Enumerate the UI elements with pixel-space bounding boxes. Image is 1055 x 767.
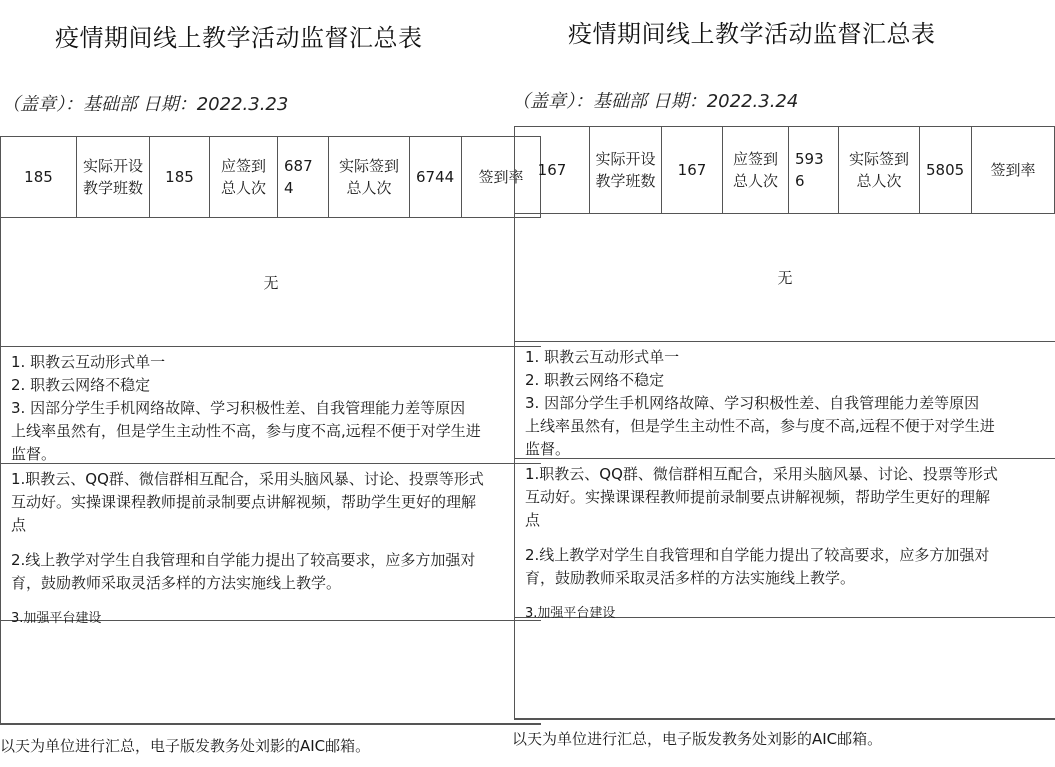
problem-line: 2. 职教云网络不稳定 — [525, 371, 665, 389]
measure-line: 互动好。实操课课程教师提前录制要点讲解视频，帮助学生更好的理解 — [525, 488, 991, 506]
footnote: 以天为单位进行汇总，电子版发教务处刘影的AIC邮箱。 — [512, 730, 883, 748]
problem-line: 监督。 — [525, 440, 571, 458]
measures-box — [1, 464, 541, 626]
problem-line: 1. 职教云互动形式单一 — [11, 353, 166, 371]
actual-signin-count: 6744 — [410, 137, 462, 217]
none-text: 无 — [263, 273, 279, 292]
right-sheet-photo — [512, 0, 1036, 767]
measure-line: 1.职教云、QQ群、微信群相互配合，采用头脑风暴、讨论、投票等形式 — [11, 470, 484, 488]
expected-signin-count: 5936 — [789, 127, 839, 213]
expected-signin-label: 应签到总人次 — [723, 127, 789, 213]
summary-table — [0, 136, 541, 725]
measures-box — [515, 459, 1055, 621]
problem-line: 2. 职教云网络不稳定 — [11, 376, 151, 394]
actual-class-count: 167 — [662, 127, 723, 213]
measure-line: 点 — [11, 516, 27, 534]
measure-line: 3.加强平台建设 — [525, 606, 616, 621]
measure-line: 点 — [525, 511, 541, 529]
sheet-title: 疫情期间线上教学活动监督汇总表 — [568, 20, 936, 48]
footnote: 以天为单位进行汇总，电子版发教务处刘影的AIC邮箱。 — [0, 737, 371, 755]
signin-rate-label: 签到率 — [462, 137, 541, 217]
problem-line: 监督。 — [11, 445, 57, 463]
left-sheet-photo — [0, 0, 524, 767]
actual-class-label: 实际开设教学班数 — [590, 127, 662, 213]
measure-line: 互动好。实操课课程教师提前录制要点讲解视频，帮助学生更好的理解 — [11, 493, 477, 511]
problem-line: 上线率虽然有，但是学生主动性不高，参与度不高,远程不便于对学生进 — [525, 417, 995, 435]
sheet-title: 疫情期间线上教学活动监督汇总表 — [55, 24, 423, 52]
stats-row — [515, 127, 1055, 214]
actual-class-count: 185 — [150, 137, 210, 217]
measure-line: 育，鼓励教师采取灵活多样的方法实施线上教学。 — [11, 574, 342, 592]
actual-class-label: 实际开设教学班数 — [77, 137, 150, 217]
problems-box — [515, 342, 1055, 459]
blank-box — [1, 621, 541, 724]
actual-signin-count: 5805 — [920, 127, 972, 213]
planned-class-count: 185 — [1, 137, 77, 217]
blank-box — [515, 618, 1055, 719]
actual-signin-label: 实际签到总人次 — [329, 137, 410, 217]
stamp-date-line: （盖章）：基础部 日期：2022.3.24 — [512, 91, 799, 112]
other-issues-box — [1, 218, 541, 347]
stats-row — [1, 137, 541, 218]
measure-line: 3.加强平台建设 — [11, 611, 102, 626]
problem-line: 3. 因部分学生手机网络故障、学习积极性差、自我管理能力差等原因 — [11, 399, 466, 417]
expected-signin-count: 6874 — [278, 137, 329, 217]
summary-table — [514, 126, 1055, 720]
problem-line: 3. 因部分学生手机网络故障、学习积极性差、自我管理能力差等原因 — [525, 394, 980, 412]
problem-line: 上线率虽然有，但是学生主动性不高，参与度不高,远程不便于对学生进 — [11, 422, 481, 440]
measure-line: 育，鼓励教师采取灵活多样的方法实施线上教学。 — [525, 569, 856, 587]
measure-line: 2.线上教学对学生自我管理和自学能力提出了较高要求，应多方加强对 — [525, 546, 990, 564]
problem-line: 1. 职教云互动形式单一 — [525, 348, 680, 366]
measure-line: 1.职教云、QQ群、微信群相互配合，采用头脑风暴、讨论、投票等形式 — [525, 465, 998, 483]
planned-class-count: 167 — [515, 127, 590, 213]
signin-rate-label: 签到率 — [972, 127, 1055, 213]
problems-box — [1, 347, 541, 464]
expected-signin-label: 应签到总人次 — [210, 137, 278, 217]
stamp-date-line: （盖章）：基础部 日期：2022.3.23 — [2, 94, 289, 115]
actual-signin-label: 实际签到总人次 — [839, 127, 920, 213]
measure-line: 2.线上教学对学生自我管理和自学能力提出了较高要求，应多方加强对 — [11, 551, 476, 569]
none-text: 无 — [777, 269, 793, 287]
other-issues-box — [515, 214, 1055, 342]
